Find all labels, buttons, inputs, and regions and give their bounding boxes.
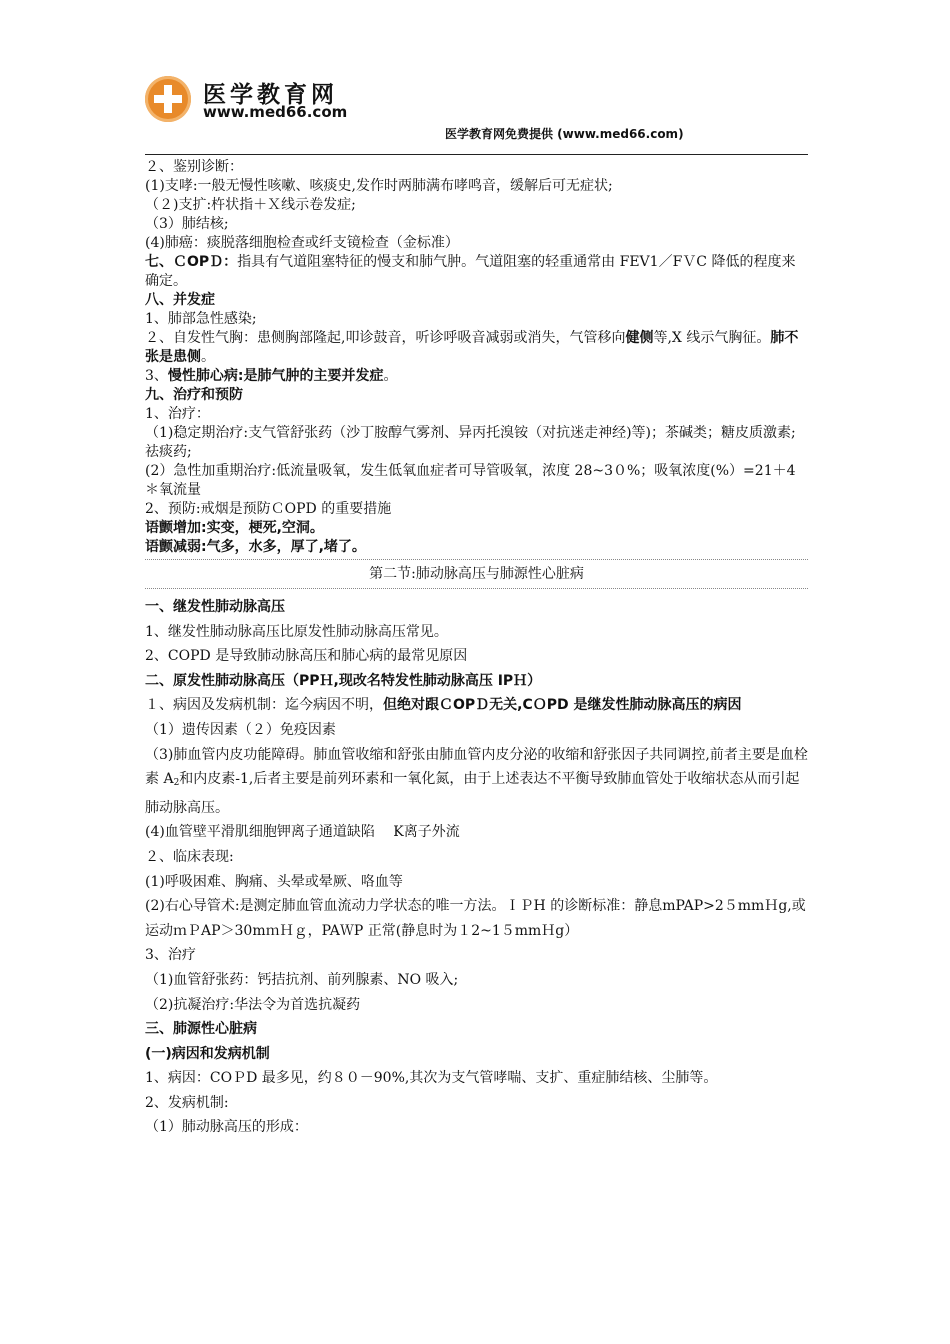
- paragraph: ２、鉴别诊断：: [145, 159, 243, 175]
- paragraph: （2)抗凝治疗:华法令为首选抗凝药: [145, 996, 361, 1013]
- text: ２、自发性气胸：患侧胸部隆起,叩诊鼓音，听诊呼吸音减弱或消失，气管移向: [145, 330, 626, 346]
- text: 和内皮素-1,后者主要是前列环素和一氧化氮，由于上述表达不平衡导致肺血管处于收缩状态从而引起肺动脉高压。: [145, 771, 800, 816]
- paragraph-bold: 语颤增加:实变，梗死,空洞。: [145, 520, 324, 536]
- text: （3)肺血管内皮功能障碍。肺血管收缩和舒张由肺血管内皮分泌的收缩和舒张因子共同调控,前者主要是血栓素 A: [145, 746, 808, 788]
- paragraph: 2、COPD 是导致肺动脉高压和肺心病的最常见原因: [145, 648, 468, 665]
- dotted-divider: [145, 586, 808, 589]
- heading-treatment: 九、治疗和预防: [145, 387, 243, 403]
- logo-title: 医学教育网: [203, 82, 338, 108]
- heading: (一)病因和发病机制: [145, 1045, 270, 1062]
- dotted-divider: [145, 557, 808, 560]
- paragraph: [145, 743, 808, 821]
- heading: 二、原发性肺动脉高压（PPＨ,现改名特发性肺动脉高压 IPＨ）: [145, 672, 542, 689]
- paragraph: （1）肺动脉高压的形成：: [145, 1119, 308, 1136]
- logo-url: www.med66.com: [203, 103, 348, 121]
- paragraph: 2、发病机制:: [145, 1094, 229, 1111]
- bold-text: 健侧: [625, 330, 654, 346]
- bold-text: 但绝对跟ＣOPＤ无关,CＯPD 是继发性肺动脉高压的病因: [383, 697, 742, 714]
- document-body: [145, 158, 808, 1140]
- paragraph: (2）急性加重期治疗:低流量吸氧，发生低氧血症者可导管吸氧，浓度 28~3０%；吸氧浓度(%）=21＋4＊氧流量: [145, 463, 796, 498]
- paragraph: [145, 253, 808, 291]
- bold-text: 肺不张是患侧: [145, 330, 799, 365]
- paragraph: 3、治疗: [145, 947, 196, 964]
- paragraph: [145, 693, 808, 718]
- paragraph: (4)肺癌：痰脱落细胞检查或纤支镜检查（金标准）: [145, 235, 459, 251]
- text: 指具有气道阻塞特征的慢支和肺气肿。气道阻塞的轻重通常由 FEV1／FＶC 降低的程度来确定。: [145, 254, 796, 289]
- text: １、病因及发病机制：迄今病因不明，: [145, 697, 383, 714]
- copd-section: [145, 158, 808, 557]
- paragraph: （２)支扩:杵状指＋Ｘ线示卷发症;: [145, 197, 356, 213]
- bold-text: 慢性肺心病:是肺气肿的主要并发症: [167, 368, 384, 384]
- paragraph: (1)呼吸困难、胸痛、头晕或晕厥、咯血等: [145, 873, 403, 890]
- section-title: 第二节:肺动脉高压与肺源性心脏病: [369, 566, 584, 582]
- paragraph: (2)右心导管术:是测定肺血管血流动力学状态的唯一方法。ＩＰH 的诊断标准：静息mPAP>2５mmＨg,或运动ｍＰAP＞30mｍＨｇ，PAＷP 正常(静息时为１2~1５mmＨg）: [145, 898, 806, 939]
- text: 等,X 线示气胸征。: [653, 330, 771, 346]
- paragraph: （1）遗传因素（２）免疫因素: [145, 721, 336, 738]
- subscript: 2: [173, 778, 180, 789]
- paragraph: 2、预防:戒烟是预防ＣOPD 的重要措施: [145, 501, 392, 517]
- header-note: 医学教育网免费提供 (www.med66.com): [445, 127, 684, 141]
- paragraph: [145, 329, 808, 367]
- paragraph: （3）肺结核;: [145, 216, 229, 232]
- paragraph-bold: 语颤减弱:气多，水多，厚了,堵了。: [145, 539, 366, 555]
- paragraph: 1、病因：COＰD 最多见，约８０－90%,其次为支气管哮喘、支扩、重症肺结核、尘肺等。: [145, 1070, 718, 1087]
- heading-copd: 七、ＣOPＤ：: [145, 254, 238, 270]
- paragraph: 1、治疗：: [145, 406, 210, 422]
- paragraph: 1、继发性肺动脉高压比原发性肺动脉高压常见。: [145, 623, 448, 640]
- heading: 一、继发性肺动脉高压: [145, 599, 285, 615]
- pulmonary-hypertension-section: [145, 595, 808, 1140]
- heading: 三、肺源性心脏病: [145, 1021, 257, 1038]
- logo-emblem-icon: [145, 76, 191, 122]
- paragraph: (1)支哮:一般无慢性咳嗽、咳痰史,发作时两肺满布哮鸣音，缓解后可无症状;: [145, 178, 613, 194]
- text: 。: [383, 368, 398, 384]
- paragraph: （1)血管舒张药：钙拮抗剂、前列腺素、NO 吸入;: [145, 971, 459, 988]
- paragraph: 1、肺部急性感染;: [145, 311, 257, 327]
- header-divider: [145, 154, 808, 155]
- site-logo: [145, 72, 365, 128]
- page-header: [145, 72, 808, 154]
- text: 。: [201, 349, 215, 365]
- heading-complications: 八、并发症: [145, 292, 215, 308]
- paragraph: （1)稳定期治疗:支气管舒张药（沙丁胺醇气雾剂、异丙托溴铵（对抗迷走神经)等)；茶碱类；糖皮质激素;祛痰药;: [145, 425, 796, 460]
- text: 3、: [145, 368, 168, 384]
- paragraph: [145, 367, 808, 386]
- paragraph: (4)血管壁平滑肌细胞钾离子通道缺陷 K离子外流: [145, 824, 460, 841]
- paragraph: ２、临床表现:: [145, 848, 234, 865]
